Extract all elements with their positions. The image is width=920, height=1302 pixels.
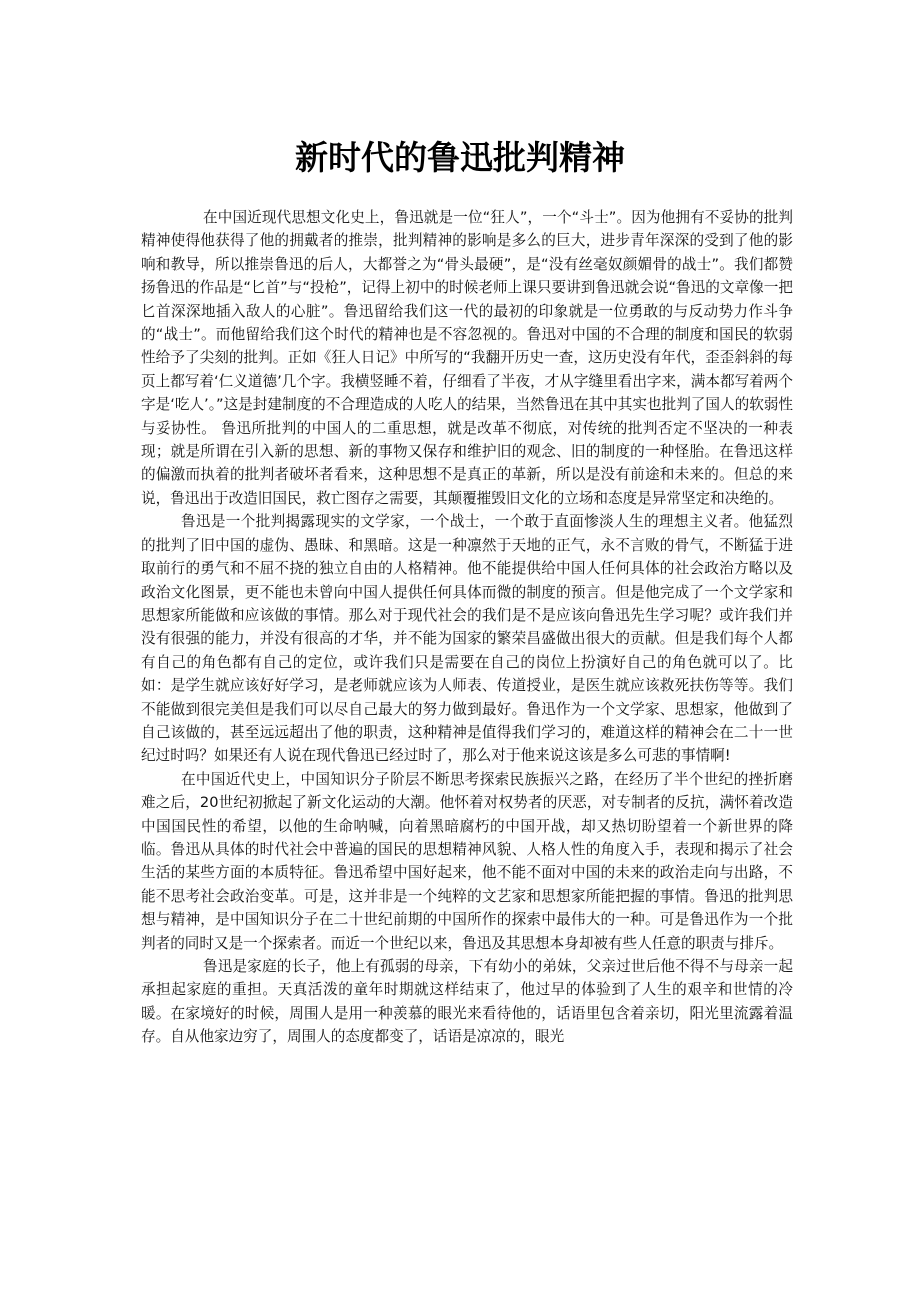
paragraph-4: 鲁迅是家庭的长子，他上有孤弱的母亲，下有幼小的弟妹，父亲过世后他不得不与母亲一起承担起家庭的重担。天真活泼的童年时期就这样结束了，他过早的体验到了人生的艰辛和世情的冷暖。在家境好的时候，周围人是用一种羡慕的眼光来看待他的，话语里包含着亲切，阳光里流露着温存。自从他家边穷了，周围人的态度都变了，话语是凉凉的，眼光 [141, 958, 793, 1046]
document-body [141, 206, 793, 1049]
paragraph-1: 在中国近现代思想文化史上，鲁迅就是一位“狂人”，一个“斗士”。因为他拥有不妥协的批判精神使得他获得了他的拥戴者的推崇，批判精神的影响是多么的巨大，进步青年深深的受到了他的影响和教导，所以推崇鲁迅的后人，大都誉之为“骨头最硬”，是“没有丝毫奴颜媚骨的战士”。我们都赞扬鲁迅的作品是“匕首”与“投枪”，记得上初中的时候老师上课只要讲到鲁迅就会说“鲁迅的文章像一把匕首深深地插入敌人的心脏”。鲁迅留给我们这一代的最初的印象就是一位勇敢的与反动势力作斗争的“战士”。而他留给我们这个时代的精神也是不容忽视的。鲁迅对中国的不合理的制度和国民的软弱性给予了尖刻的批判。正如《狂人日记》中所写的“我翻开历史一查，这历史没有年代，歪歪斜斜的每页上都写着‘仁义道德’几个字。我横竖睡不着，仔细看了半夜，才从字缝里看出字来，满本都写着两个字是‘吃人’。”这是封建制度的不合理造成的人吃人的结果，当然鲁迅在其中其实也批判了国人的软弱性与妥协性。 鲁迅所批判的中国人的二重思想，就是改革不彻底，对传统的批判否定不坚决的一种表现；就是所谓在引入新的思想、新的事物又保存和维护旧的观念、旧的制度的一种怪胎。在鲁迅这样的偏激而执着的批判者破坏者看来，这种思想不是真正的革新，所以是没有前途和未来的。但总的来说，鲁迅出于改造旧国民，救亡图存之需要，其颠覆摧毁旧文化的立场和态度是异常坚定和决绝的。 [141, 209, 793, 507]
document-title: 新时代的鲁迅批判精神 [295, 138, 625, 178]
paragraph-3: 在中国近代史上，中国知识分子阶层不断思考探索民族振兴之路，在经历了半个世纪的挫折磨难之后，20世纪初掀起了新文化运动的大潮。他怀着对权势者的厌恶，对专制者的反抗，满怀着改造中国国民性的希望，以他的生命呐喊，向着黑暗腐朽的中国开战，却又热切盼望着一个新世界的降临。鲁迅从具体的时代社会中普遍的国民的思想精神风貌、人格人性的角度入手，表现和揭示了社会生活的某些方面的本质特征。鲁迅希望中国好起来，他不能不面对中国的未来的政治走向与出路，不能不思考社会政治变革。可是，这并非是一个纯粹的文艺家和思想家所能把握的事情。鲁迅的批判思想与精神，是中国知识分子在二十世纪前期的中国所作的探索中最伟大的一种。可是鲁迅作为一个批判者的同时又是一个探索者。而近一个世纪以来，鲁迅及其思想本身却被有些人任意的职责与排斥。 [141, 770, 793, 952]
paragraph-2: 鲁迅是一个批判揭露现实的文学家，一个战士，一个敢于直面惨淡人生的理想主义者。他猛烈的批判了旧中国的虚伪、愚昧、和黑暗。这是一种凛然于天地的正气，永不言败的骨气，不断猛于进取前行的勇气和不屈不挠的独立自由的人格精神。他不能提供给中国人任何具体的社会政治方略以及政治文化图景，更不能也未曾向中国人提供任何具体而微的制度的预言。但是他完成了一个文学家和思想家所能做和应该做的事情。那么对于现代社会的我们是不是应该向鲁迅先生学习呢？或许我们并没有很强的能力，并没有很高的才华，并不能为国家的繁荣昌盛做出很大的贡献。但是我们每个人都有自己的角色都有自己的定位，或许我们只是需要在自己的岗位上扮演好自己的角色就可以了。比如：是学生就应该好好学习，是老师就应该为人师表、传道授业，是医生就应该救死扶伤等等。我们不能做到很完美但是我们可以尽自己最大的努力做到最好。鲁迅作为一个文学家、思想家，他做到了自己该做的，甚至远远超出了他的职责，这种精神是值得我们学习的，难道这样的精神会在二十一世纪过时吗？如果还有人说在现代鲁迅已经过时了，那么对于他来说这该是多么可悲的事情啊! [141, 513, 793, 765]
